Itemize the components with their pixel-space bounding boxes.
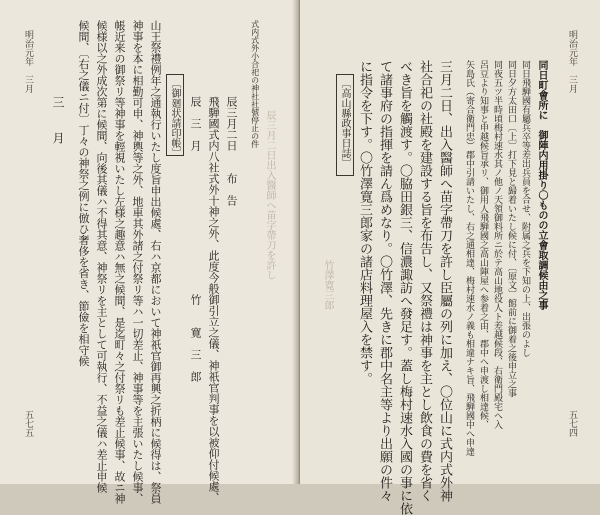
- right-page-header: 明治元年 三月: [567, 30, 577, 93]
- body-line: べき旨を觸渡す。〇脇田銀三、信濃諏訪へ發足す。蓋し梅村速水入國の事に依: [397, 60, 412, 515]
- bleed-through-text: 竹澤寛三郎: [322, 260, 333, 310]
- body-line: 帳近来の御祭リ等神事を輕視いたし左様之趣意ハ無之候間、是迄町々之付祭リも差止候事、故ニ神: [113, 20, 126, 504]
- body-line: 社合祀の社殿を建設する旨を布告し、又祭禮は神事を主とし飲食の費を省く: [417, 60, 432, 502]
- body-line: に指令を下す。〇竹澤寛三郎家の諸店料理屋入を禁す。: [357, 60, 372, 385]
- left-page-header: 明治元年 三月: [23, 30, 33, 93]
- body-line: 同日飛騨國有屬兵卒等差出兵員を合せ、附属之兵を下知の上、出張のよし: [520, 60, 530, 357]
- section-title: 〔御廻状請印帳〕: [169, 78, 180, 158]
- body-line: て諸事府の指揮を請ん爲めなり。〇竹澤、先きに郡中名主等より出願の件々: [377, 60, 392, 502]
- section-title: 〔高山縣政事日誌〕: [339, 78, 350, 168]
- body-line: 候様以之外成次第に候間、向後其儀ハ不得其意、神祭リを主として可執行、不益之儀ハ差止申候: [95, 20, 108, 493]
- left-page-number: 五七五: [23, 410, 33, 437]
- month-heading: 三 月: [51, 96, 65, 150]
- body-line: 同日夕方太田口〔上〕打下見と歸着いたし候に付、〔原文〕館前に御着之後申立之事: [506, 60, 516, 398]
- body-line: 候間、〔右之儀ニ付〕丁々の神祭之例に倣ひ奢侈を省き、節儉を相守候: [77, 20, 90, 367]
- body-line: 矢島氏（寄合衛門忠）郡中引請いたし、右之通相達、梅村速水ノ義も相違ナキ旨、飛騨國中へ申達: [464, 60, 474, 456]
- body-line: 飛騨國式内八社式外十神之外、此度今般御引立之儀、神祇官判事を以被仰付候處、: [207, 96, 220, 503]
- body-line: 神事を本に相勤可申、神輿等之外、地車其外諸之付祭リ等ハ一切差止、神事等を主張いたし候事、: [131, 20, 144, 504]
- right-page-number: 五七四: [567, 410, 577, 437]
- sidenote: 式内式外小合祀の神社社號停止の件: [250, 20, 260, 148]
- body-line: 呂豆より知事と申越候旨承リ、御用人飛騨國之高山陣屋へ参着之由、郡中へ申渡し相達候、: [478, 60, 488, 429]
- left-page: [0, 0, 296, 504]
- bleed-through-text: 辰三月二日出入醫師へ苗字帶刀を許し: [264, 110, 275, 280]
- body-line: 山王祭禮例年之通執行いたし度旨申出候處、右ハ京都において神祇官御再興之折柄に候得は、祭員: [149, 20, 162, 504]
- body-line: 同夜五ツ半時頃梅村速水其ノ他ノ天領御料所ニ於テ高山地役人ト差越候段、右衛門殿宅へ入: [492, 60, 502, 429]
- date-line: 辰三月二日 布 告: [225, 96, 238, 206]
- signature-line: 辰 三 月 竹 寛 三 郎: [189, 96, 202, 382]
- body-line: 同日町會所に 御陣内用掛り〇ものの立會取調候由之事: [536, 60, 547, 310]
- right-page: [300, 0, 600, 515]
- body-line: 三月二日、出入醫師へ苗字帶刀を許し臣屬の列に加え、〇位山に式内式外神: [437, 60, 452, 502]
